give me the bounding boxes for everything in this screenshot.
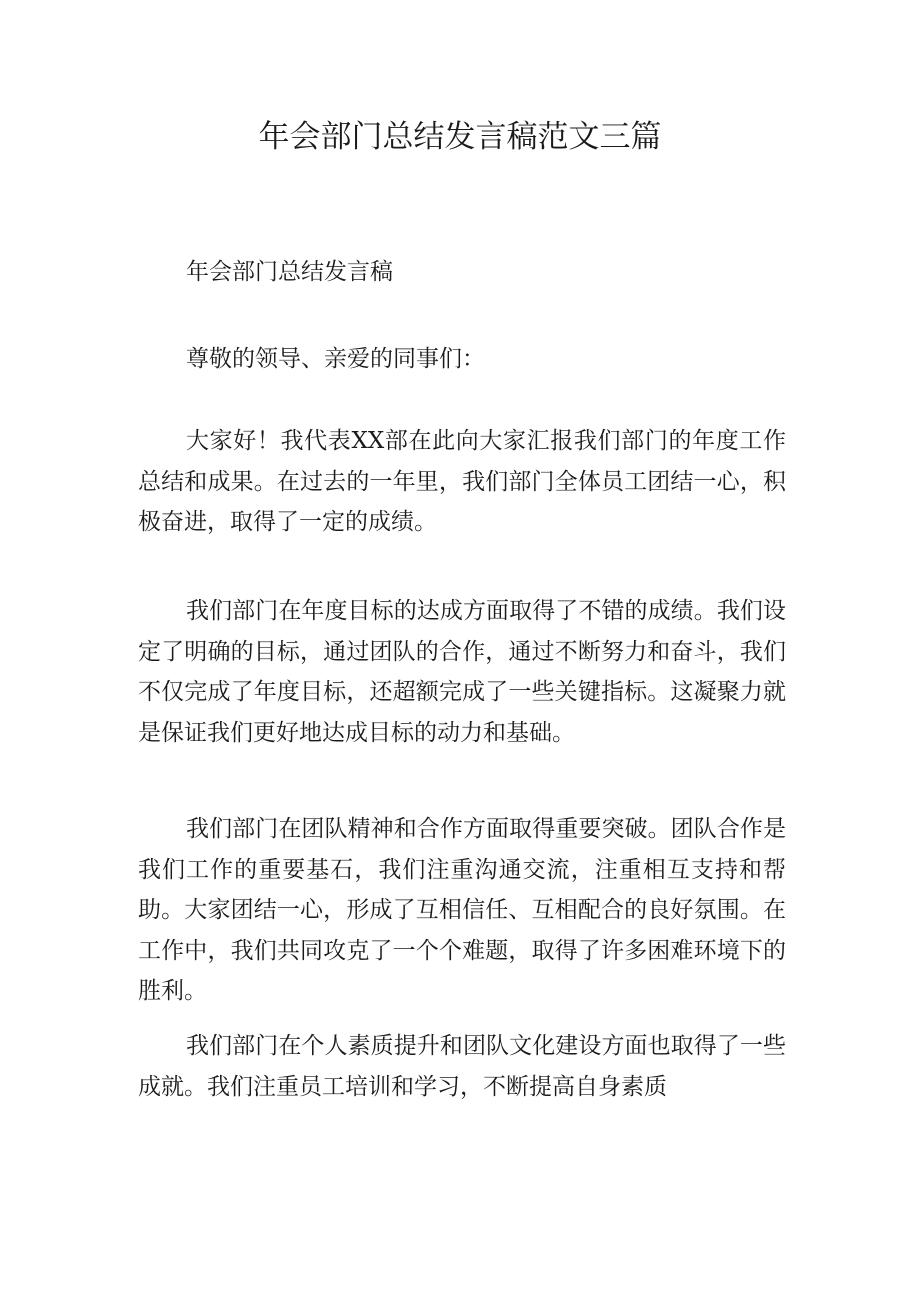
document-title: 年会部门总结发言稿范文三篇: [258, 119, 662, 155]
paragraph-annual-goals: 我们部门在年度目标的达成方面取得了不错的成绩。我们设定了明确的目标，通过团队的合作，通过不断努力和奋斗，我们不仅完成了年度目标，还超额完成了一些关键指标。这凝聚力就是保证我们更好地达成目标的动力和基础。: [138, 598, 786, 746]
paragraph-personal-growth: 我们部门在个人素质提升和团队文化建设方面也取得了一些成就。我们注重员工培训和学习，不断提高自身素质: [138, 1033, 786, 1100]
speech-subtitle: 年会部门总结发言稿: [186, 259, 393, 285]
paragraph-teamwork: 我们部门在团队精神和合作方面取得重要突破。团队合作是我们工作的重要基石，我们注重沟通交流，注重相互支持和帮助。大家团结一心，形成了互相信任、互相配合的良好氛围。在工作中，我们共同攻克了一个个难题，取得了许多困难环境下的胜利。: [138, 816, 786, 1004]
greeting-line: 尊敬的领导、亲爱的同事们：: [186, 346, 485, 372]
paragraph-opening: 大家好！我代表XX部在此向大家汇报我们部门的年度工作总结和成果。在过去的一年里，我们部门全体员工团结一心，积极奋进，取得了一定的成绩。: [138, 428, 786, 535]
